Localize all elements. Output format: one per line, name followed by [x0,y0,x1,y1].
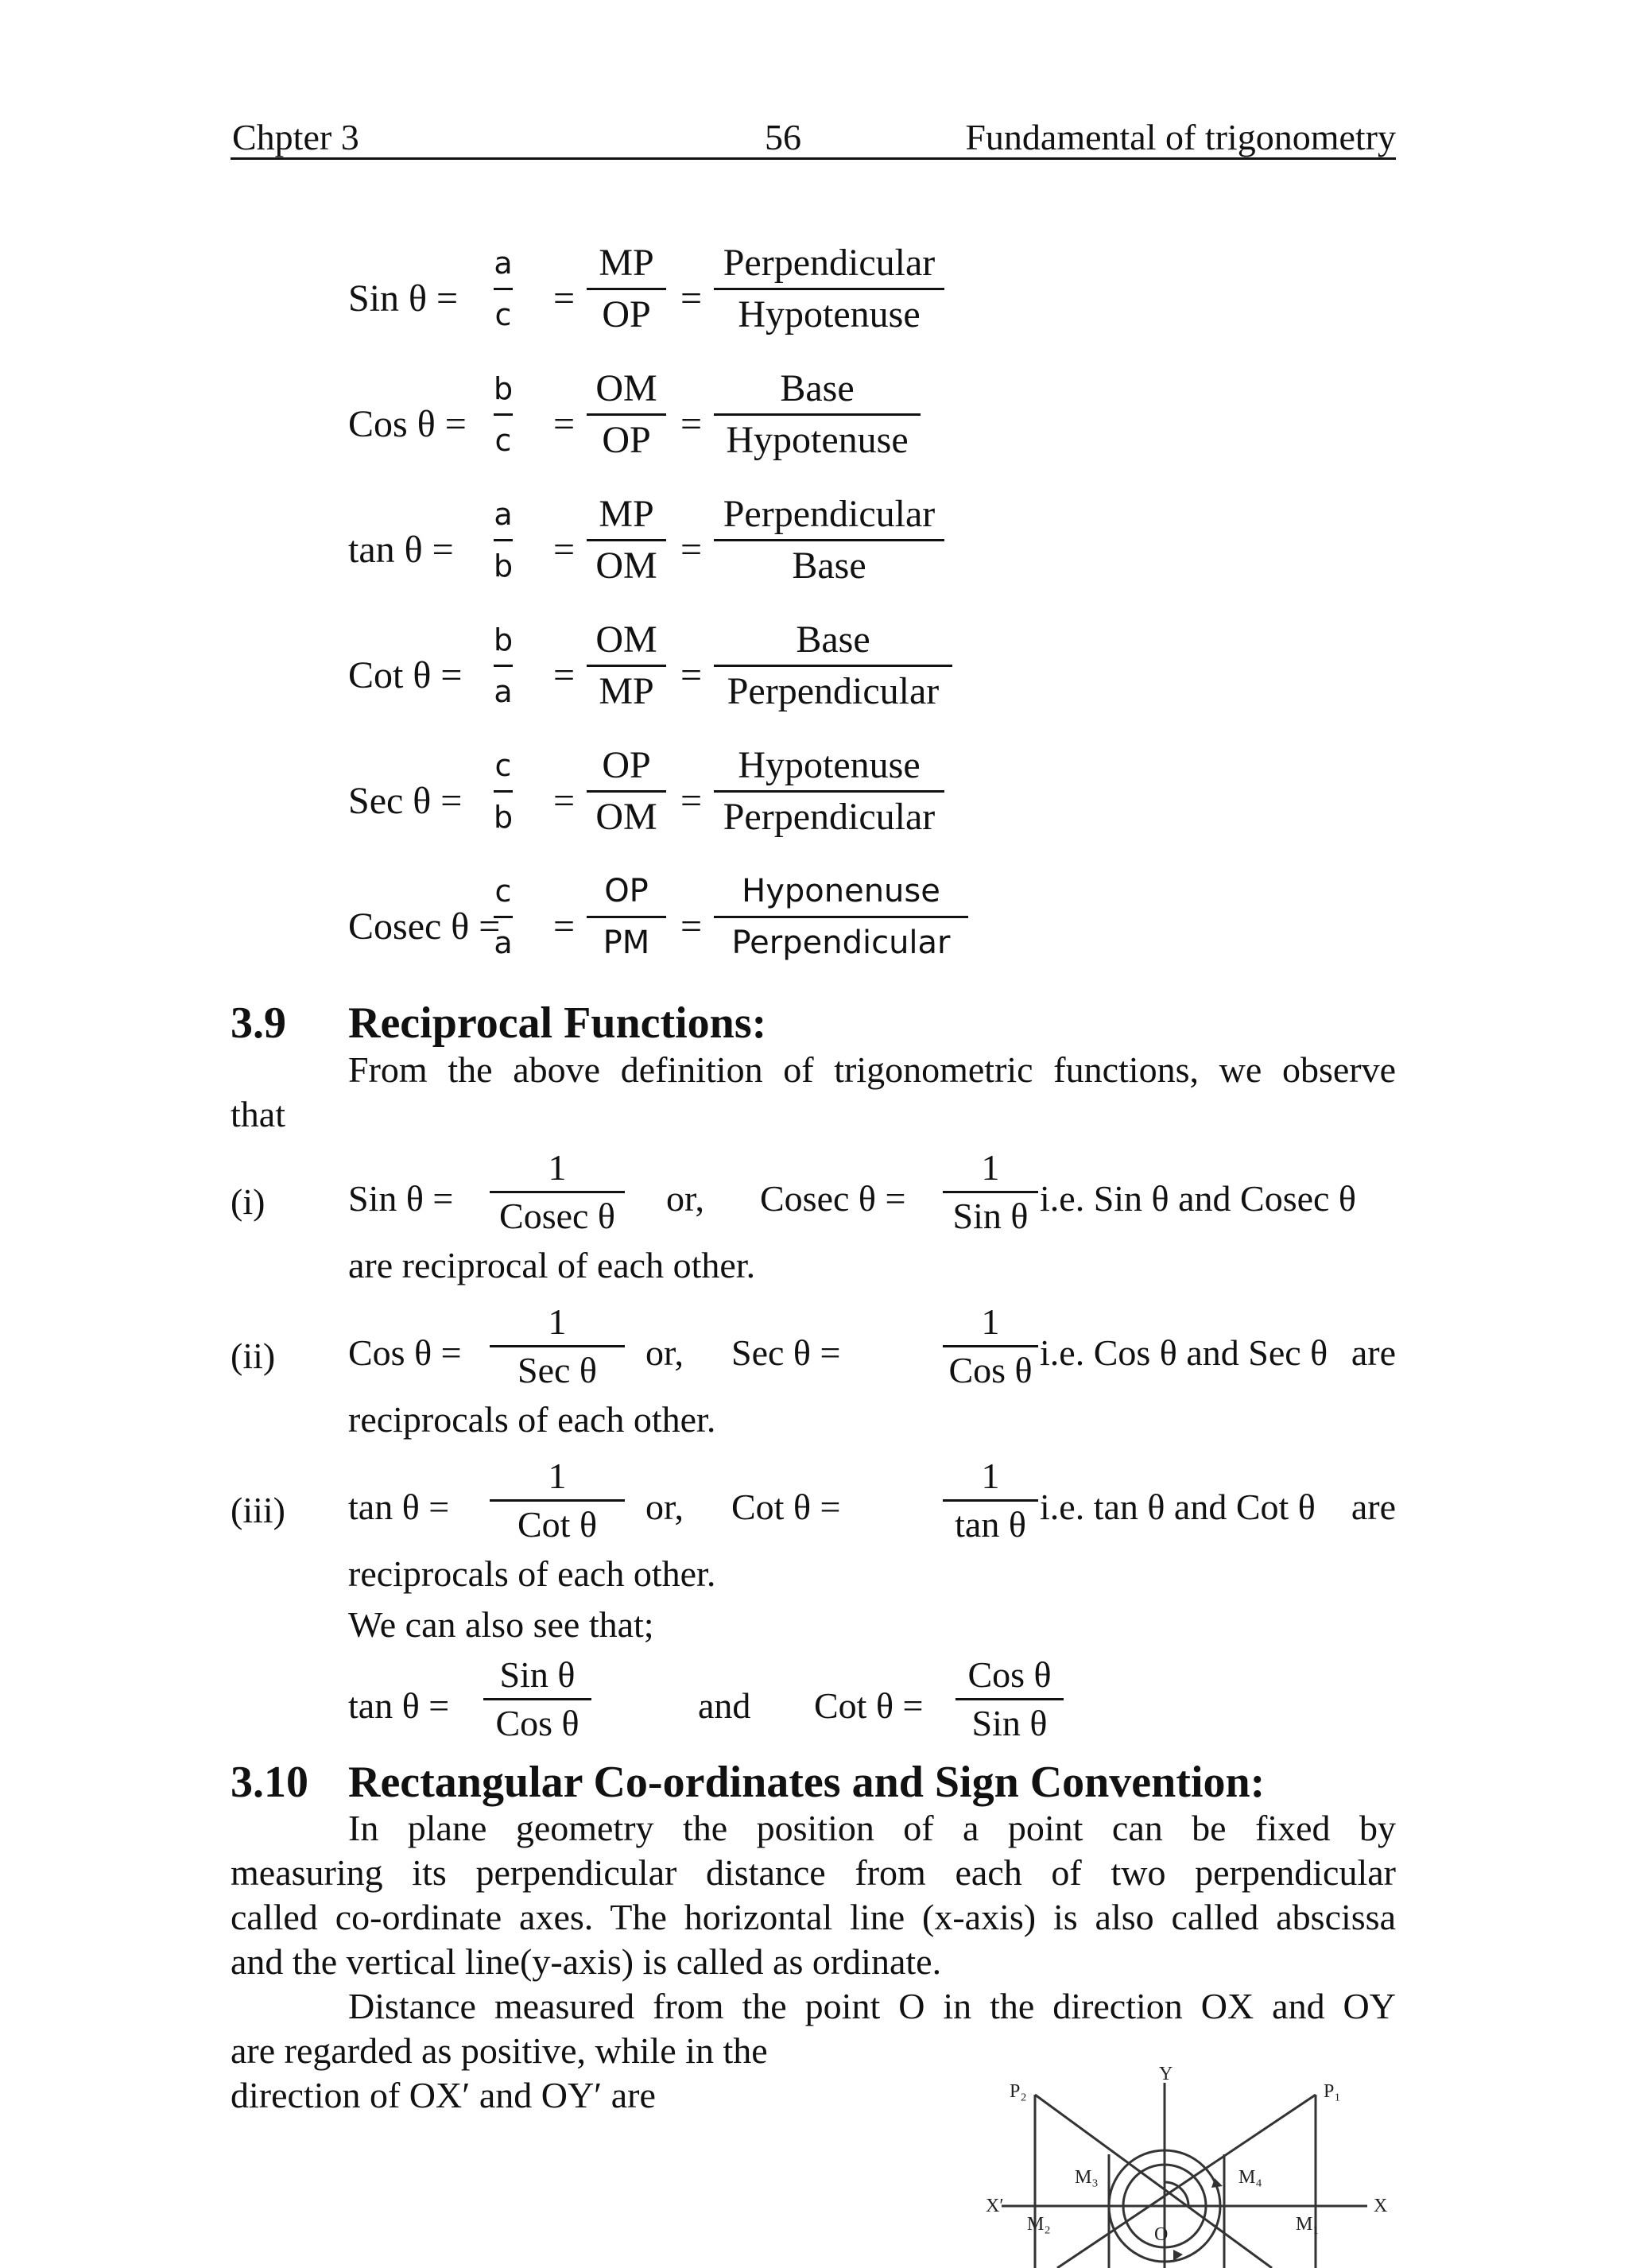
fraction-numerator: OP [602,744,651,786]
label-x: X [1374,2196,1388,2216]
fraction-numerator: b [493,622,514,657]
fraction-numerator: 1 [548,1301,567,1342]
paragraph-line: that [231,1094,285,1134]
fraction-denominator: Cot θ [517,1504,597,1545]
page-header [231,118,1396,160]
section-title: Rectangular Co-ordinates and Sign Convention: [348,1758,1266,1807]
equals-sign: = [553,403,576,445]
section-number: 3.9 [231,998,286,1048]
rhs-fraction [943,1453,1038,1548]
ratio-row [348,490,1143,609]
fraction-denominator: b [493,549,514,583]
segment-fraction [587,364,666,465]
equals-sign: = [680,905,703,948]
fraction-denominator: Cos θ [948,1350,1033,1390]
fraction-denominator: tan θ [955,1504,1026,1545]
fraction-numerator: Cos θ [967,1654,1052,1695]
ratio-label: Sec θ = [348,780,463,822]
equals-sign: = [680,529,703,571]
rhs-label: Sec θ = [731,1332,841,1373]
word-fraction [714,866,968,967]
equals-sign: = [680,403,703,445]
equals-sign: = [553,780,576,822]
fraction-numerator: Perpendicular [723,242,936,284]
paragraph-line: From the above definition of trigonometric functions, we observe [348,1049,1396,1090]
fraction-denominator: Hypotenuse [726,419,909,461]
cot-fraction [955,1652,1064,1747]
fraction-denominator: Base [792,545,866,587]
ie-tail: are [1351,1332,1396,1373]
segment-fraction [587,238,666,339]
segment-fraction [587,741,666,842]
fraction-denominator: MP [599,670,654,712]
ratio-label: tan θ = [348,529,454,571]
fraction-numerator: OM [595,367,657,409]
fraction-denominator: OP [602,419,651,461]
header-chapter: Chpter 3 [232,117,359,157]
lhs-label: Sin θ = [348,1178,454,1219]
word-fraction [714,741,944,842]
ie-text: i.e. Cos θ and Sec θ [1040,1332,1328,1373]
segment-fraction [587,490,666,591]
segment-fraction [587,615,666,716]
fraction-numerator: 1 [548,1456,567,1496]
fraction-denominator: OM [595,545,657,587]
item-number: (iii) [231,1490,285,1530]
fraction-numerator: c [494,748,512,783]
fraction-denominator: Sin θ [952,1196,1029,1236]
word-fraction [714,615,952,716]
fraction-denominator: Cosec θ [499,1196,615,1236]
fraction-numerator: Hyponenuse [742,873,940,909]
fraction-denominator: a [494,925,513,960]
word-fraction [714,490,944,591]
item-number: (i) [231,1181,266,1222]
lhs-label: Cos θ = [348,1332,462,1373]
fraction-numerator: 1 [981,1147,1000,1188]
paragraph-line: called co-ordinate axes. The horizontal line (x-axis) is also called abscissa [231,1897,1396,1937]
fraction-denominator: OP [602,293,651,335]
ie-text: i.e. tan θ and Cot θ [1040,1487,1316,1527]
fraction-denominator: b [493,800,514,835]
lhs-fraction [490,1145,625,1239]
fraction-numerator: Base [796,618,870,661]
word-fraction [714,238,944,339]
equals-sign: = [553,905,576,948]
fraction-numerator: b [493,371,514,406]
paragraph-line: We can also see that; [348,1604,654,1645]
coordinate-axes-diagram [986,2067,1399,2268]
fraction-denominator: c [494,297,512,332]
or-word: or, [666,1178,704,1219]
label-m3: M₃ [1075,2167,1099,2188]
fraction-denominator: Perpendicular [723,796,936,838]
equals-sign: = [553,277,576,320]
or-word: or, [645,1487,684,1527]
reciprocal-note: reciprocals of each other. [348,1399,716,1440]
equals-sign: = [680,780,703,822]
paragraph-line: measuring its perpendicular distance from each of two perpendicular [231,1852,1396,1893]
rhs-fraction [943,1145,1038,1239]
item-number: (ii) [231,1336,276,1376]
equals-sign: = [553,654,576,696]
header-title: Fundamental of trigonometry [965,117,1396,157]
reciprocal-note: reciprocals of each other. [348,1553,716,1594]
lhs-fraction [490,1453,625,1548]
paragraph-line: In plane geometry the position of a point can be fixed by [348,1808,1396,1848]
fraction-numerator: 1 [981,1456,1000,1496]
label-m2: M₂ [1027,2214,1051,2235]
or-word: or, [645,1332,684,1373]
ratio-row [348,238,1143,358]
ratio-label: Sin θ = [348,277,459,320]
fraction-numerator: a [494,497,513,532]
ie-text: i.e. Sin θ and Cosec θ [1040,1178,1356,1219]
label-p2: P₂ [1010,2081,1027,2102]
rhs-fraction [943,1299,1038,1394]
paragraph-line: Distance measured from the point O in the direction OX and OY [348,1986,1396,2026]
ratio-label: Cosec θ = [348,905,501,948]
ratio-row [348,615,1143,735]
fraction-denominator: Sec θ [517,1350,597,1390]
paragraph-line: direction of OX′ and OY′ are [231,2075,656,2115]
ratio-row [348,866,1143,986]
label-origin: O [1154,2224,1169,2245]
word-fraction [714,364,921,465]
fraction-denominator: Perpendicular [727,670,940,712]
paragraph-line: and the vertical line(y-axis) is called as ordinate. [231,1941,942,1982]
segment-fraction [587,866,666,967]
paragraph-line: are regarded as positive, while in the [231,2030,768,2071]
equals-sign: = [680,277,703,320]
fraction-denominator: a [494,674,513,709]
tan-fraction [483,1652,591,1747]
label-p1: P₁ [1324,2081,1341,2102]
fraction-denominator: OM [595,796,657,838]
fraction-numerator: a [494,246,513,281]
section-title: Reciprocal Functions: [348,998,767,1048]
fraction-denominator: PM [603,925,650,961]
ie-tail: are [1351,1487,1396,1527]
fraction-denominator: Hypotenuse [738,293,921,335]
letter-fraction [483,866,523,967]
fraction-denominator: c [494,423,512,458]
header-page-number: 56 [765,117,801,157]
fraction-denominator: Sin θ [971,1703,1048,1743]
fraction-numerator: 1 [548,1147,567,1188]
letter-fraction [483,615,523,716]
fraction-numerator: Hypotenuse [738,744,921,786]
letter-fraction [483,238,523,339]
fraction-numerator: Base [780,367,855,409]
letter-fraction [483,364,523,465]
and-word: and [698,1685,751,1726]
fraction-numerator: MP [599,242,654,284]
rhs-label: Cosec θ = [760,1178,906,1219]
label-x-negative: X′ [986,2196,1004,2216]
ratio-label: Cot θ = [348,654,463,696]
label-m1: M₁ [1296,2214,1320,2235]
ratio-label: Cos θ = [348,403,467,445]
fraction-numerator: OM [595,618,657,661]
ratio-row [348,741,1143,860]
op2-line [1035,2095,1272,2268]
equals-sign: = [680,654,703,696]
fraction-denominator: Cos θ [495,1703,579,1743]
fraction-numerator: MP [599,493,654,535]
reciprocal-note: are reciprocal of each other. [348,1245,756,1285]
cot-label: Cot θ = [814,1685,924,1726]
letter-fraction [483,490,523,591]
fraction-numerator: Perpendicular [723,493,936,535]
rhs-label: Cot θ = [731,1487,841,1527]
lhs-label: tan θ = [348,1487,450,1527]
section-number: 3.10 [231,1758,308,1807]
fraction-numerator: OP [604,873,649,909]
tan-label: tan θ = [348,1685,450,1726]
ratio-row [348,364,1143,483]
fraction-numerator: 1 [981,1301,1000,1342]
equals-sign: = [553,529,576,571]
lhs-fraction [490,1299,625,1394]
fraction-denominator: Perpendicular [731,925,951,961]
label-y: Y [1159,2067,1173,2084]
label-m4: M₄ [1238,2167,1262,2188]
fraction-numerator: c [494,874,512,909]
letter-fraction [483,741,523,842]
fraction-numerator: Sin θ [499,1654,576,1695]
